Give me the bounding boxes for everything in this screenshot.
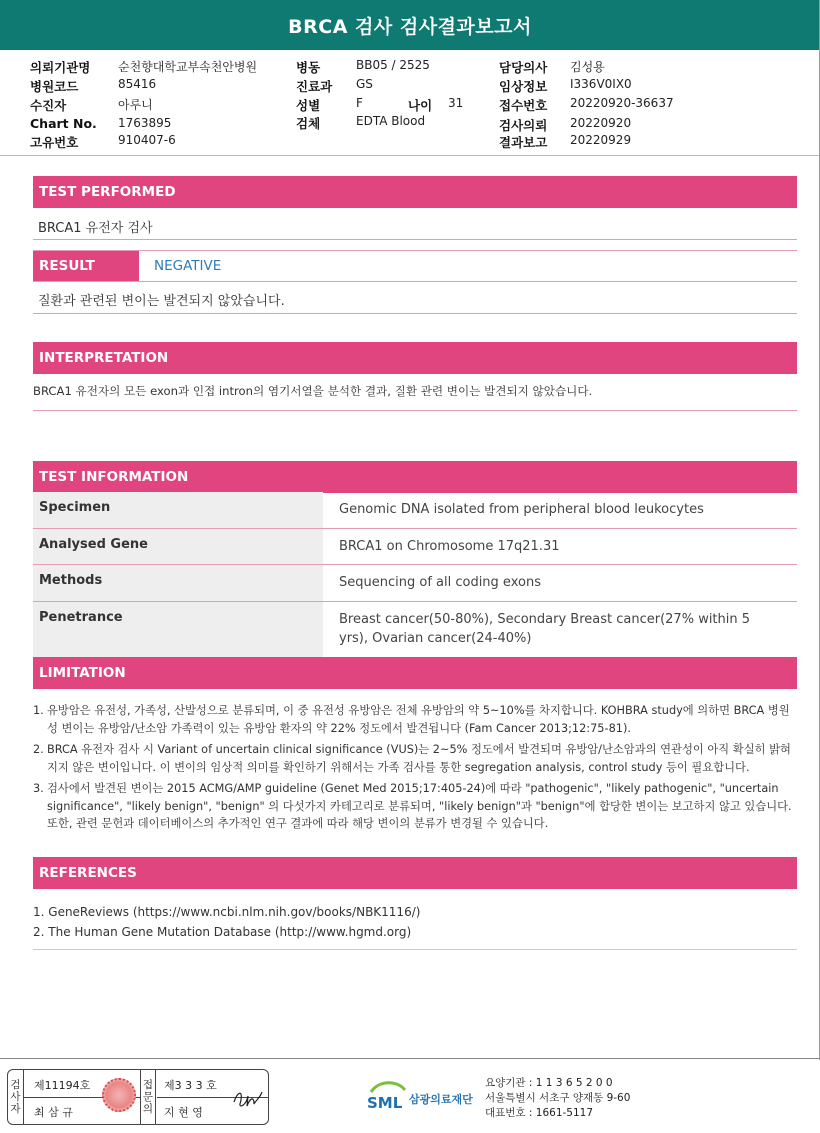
label-char: 의 <box>142 1103 154 1116</box>
table-row <box>33 565 797 602</box>
divider <box>33 239 797 240</box>
doctor: 김성용 <box>570 60 605 74</box>
receiver-license-no: 제3 3 3 호 <box>164 1079 217 1092</box>
row-label-penetrance: Penetrance <box>33 602 323 657</box>
divider <box>33 949 797 950</box>
label-department: 진료과 <box>296 79 333 94</box>
hospital-code: 85416 <box>118 77 157 91</box>
logo-mark: SML <box>367 1094 403 1112</box>
label-sex: 성별 <box>296 98 321 113</box>
label-patient: 수진자 <box>30 98 67 113</box>
logo-name: 삼광의료재단 <box>409 1093 473 1106</box>
report-date: 20220929 <box>570 133 632 147</box>
label-hospital-code: 병원코드 <box>30 79 79 94</box>
signature-box <box>7 1069 269 1125</box>
inspector-name: 최 삼 규 <box>34 1106 73 1119</box>
label-specimen: 검체 <box>296 116 321 131</box>
patient-info-header <box>0 56 820 156</box>
row-label-specimen: Specimen <box>33 492 323 528</box>
row-label-analysed-gene: Analysed Gene <box>33 529 323 565</box>
inspector-label <box>8 1070 24 1124</box>
official-seal-icon <box>102 1078 136 1112</box>
test-information-table <box>33 492 797 658</box>
list-item <box>33 780 797 833</box>
table-row <box>33 602 797 658</box>
result-value: NEGATIVE <box>154 258 222 274</box>
label-doctor: 담당의사 <box>499 60 548 75</box>
label-ward: 병동 <box>296 60 321 75</box>
org-line: 요양기관 : 1 1 3 6 5 2 0 0 <box>485 1077 613 1089</box>
label-request-date: 검사의뢰 <box>499 118 548 133</box>
row-label-methods: Methods <box>33 565 323 601</box>
list-item <box>33 702 797 737</box>
list-text: BRCA 유전자 검사 시 Variant of uncertain clinical significance (VUS)는 2~5% 정도에서 발견되며 유방암/난소암과의 연관성이 아직 확실히 밝혀지지 않은 변이입니다. 이 변이의 임상적 의미를 확인하기 위해서는 가족 검사를 통한 segregation analysis, control study 등이 필요합니다. <box>47 743 791 774</box>
list-number: 3. <box>33 782 44 795</box>
result-label: RESULT <box>33 251 139 281</box>
organization-info <box>485 1076 630 1122</box>
clinical-info: I336V0IX0 <box>570 77 632 91</box>
list-number: 2. <box>33 743 44 756</box>
inspector-license-no: 제11194호 <box>34 1079 91 1092</box>
receiver-name: 지 현 영 <box>164 1106 203 1119</box>
row-value-penetrance: Breast cancer(50-80%), Secondary Breast cancer(27% within 5 yrs), Ovarian cancer(24-40%) <box>339 611 751 646</box>
section-test-information: TEST INFORMATION <box>33 461 797 493</box>
label-unique-no: 고유번호 <box>30 135 79 150</box>
label-age: 나이 <box>408 98 433 113</box>
department: GS <box>356 77 373 91</box>
reference-item: 1. GeneReviews (https://www.ncbi.nlm.nih.gov/books/NBK1116/) <box>33 905 421 919</box>
unique-no: 910407-6 <box>118 133 176 147</box>
specimen: EDTA Blood <box>356 114 426 128</box>
list-item <box>33 741 797 776</box>
row-value-specimen: Genomic DNA isolated from peripheral blood leukocytes <box>339 502 704 517</box>
receipt-no: 20220920-36637 <box>570 96 674 110</box>
list-text: 유방암은 유전성, 가족성, 산발성으로 분류되며, 이 중 유전성 유방암은 전체 유방암의 약 5~10%를 차지합니다. KOHBRA study에 의하면 BRCA 병원성 변이는 유방암/난소암 가족력이 있는 유방암 환자의 약 22% 정도에서 발견됩니다 (Fam Cancer 2013;12:75-81). <box>47 704 790 735</box>
table-row <box>33 492 797 529</box>
limitation-list <box>33 702 797 837</box>
chart-no: 1763895 <box>118 116 172 130</box>
section-limitation: LIMITATION <box>33 657 797 689</box>
sml-logo <box>365 1076 485 1120</box>
age: 31 <box>448 96 464 110</box>
org-line: 대표번호 : 1661-5117 <box>485 1107 594 1120</box>
label-receipt-no: 접수번호 <box>499 98 548 113</box>
label-char: 검 <box>10 1078 21 1091</box>
interpretation-text: BRCA1 유전자의 모든 exon과 인접 intron의 염기서열을 분석한 결과, 질환 관련 변이는 발견되지 않았습니다. <box>33 384 593 398</box>
sex: F <box>356 96 363 110</box>
report-title: BRCA 검사 검사결과보고서 <box>0 0 820 50</box>
divider <box>33 313 797 314</box>
divider <box>33 410 797 411</box>
divider <box>33 281 797 282</box>
ward: BB05 / 2525 <box>356 58 430 72</box>
org-line: 서울특별시 서초구 양재동 9-60 <box>485 1092 631 1105</box>
reference-item: 2. The Human Gene Mutation Database (http://www.hgmd.org) <box>33 925 412 940</box>
result-row <box>33 251 797 281</box>
section-references: REFERENCES <box>33 857 797 889</box>
requesting-institution: 순천향대학교부속천안병원 <box>118 60 258 74</box>
section-test-performed: TEST PERFORMED <box>33 176 797 208</box>
patient-name: 아루니 <box>118 98 153 112</box>
label-report-date: 결과보고 <box>499 135 548 150</box>
footer-divider <box>0 1058 820 1059</box>
row-value-analysed-gene: BRCA1 on Chromosome 17q21.31 <box>339 538 560 554</box>
label-char: 사 <box>10 1090 21 1103</box>
label-char: 접 <box>142 1078 154 1091</box>
references-list <box>33 902 797 943</box>
label-clinical-info: 임상정보 <box>499 79 548 94</box>
section-interpretation: INTERPRETATION <box>33 342 797 374</box>
result-text: 질환과 관련된 변이는 발견되지 않았습니다. <box>38 294 285 309</box>
receiver-label <box>140 1070 156 1124</box>
label-char: 자 <box>10 1103 21 1116</box>
row-value-methods: Sequencing of all coding exons <box>339 575 541 590</box>
label-requesting-institution: 의뢰기관명 <box>30 60 91 75</box>
handwritten-signature-icon <box>230 1084 264 1112</box>
sml-logo-icon <box>365 1076 409 1120</box>
request-date: 20220920 <box>570 116 632 130</box>
table-row <box>33 529 797 566</box>
label-chart-no: Chart No. <box>30 116 97 131</box>
label-char: 문 <box>142 1090 154 1103</box>
test-performed-text: BRCA1 유전자 검사 <box>38 221 153 236</box>
list-text: 검사에서 발견된 변이는 2015 ACMG/AMP guideline (Genet Med 2015;17:405-24)에 따라 "pathogenic", "likely pathogenic", "uncertain significance", "likely benign", "benign" 의 다섯가지 카테고리로 분류되며, "likely benign"과 "benign"에 합당한 변이는 보고하지 않고 있습니다. 또한, 관련 문헌과 데이터베이스의 추가적인 연구 결과에 따라 해당 변이의 분류가 변경될 수 있습니다. <box>47 782 792 830</box>
list-number: 1. <box>33 704 44 717</box>
